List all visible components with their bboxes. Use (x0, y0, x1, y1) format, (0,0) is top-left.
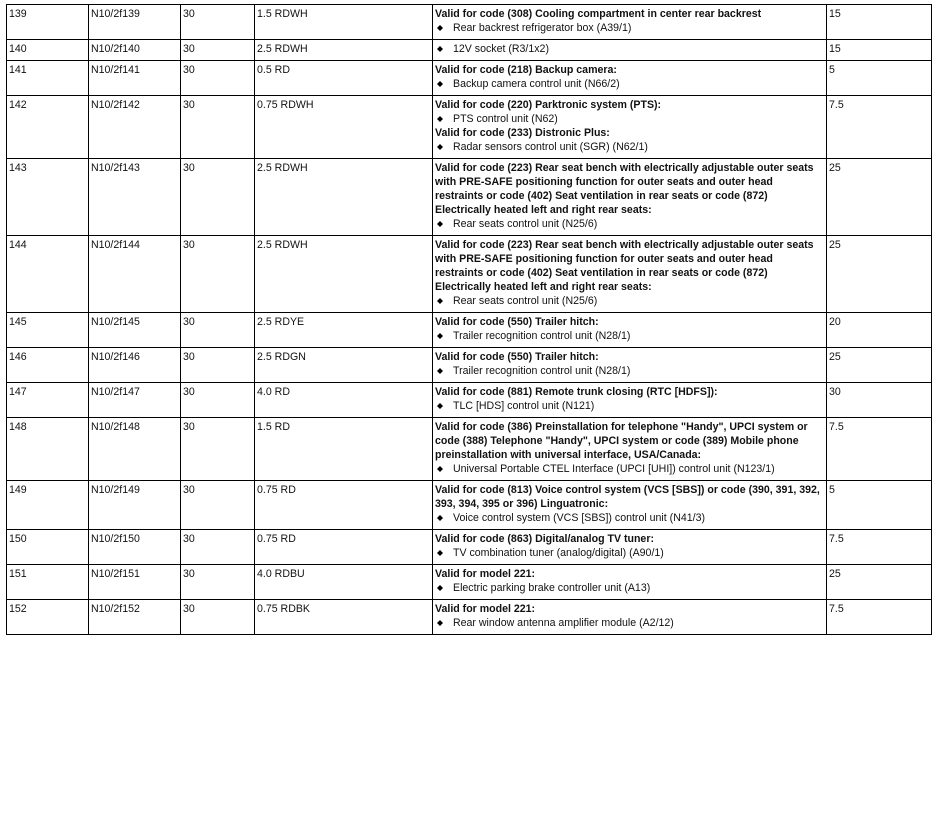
consumer-description-cell (433, 481, 827, 530)
validity-condition: Valid for model 221: (435, 568, 536, 580)
consumer-item-text: 12V socket (R3/1x2) (453, 43, 549, 55)
fuse-location-cell: N10/2f141 (89, 61, 181, 96)
validity-condition: Valid for code (550) Trailer hitch: (435, 351, 599, 363)
consumer-item-text: Universal Portable CTEL Interface (UPCI [UHI]) control unit (N123/1) (453, 463, 775, 475)
fuse-rating-cell: 25 (827, 565, 932, 600)
condition-group (435, 532, 824, 560)
fuse-number-cell: 150 (7, 530, 89, 565)
wire-cell: 1.5 RDWH (255, 5, 433, 40)
table-row (7, 159, 932, 236)
condition-group (435, 315, 824, 343)
fuse-rating-cell: 5 (827, 481, 932, 530)
fuse-table-body (7, 5, 932, 635)
consumer-item-text: Trailer recognition control unit (N28/1) (453, 365, 631, 377)
consumer-description-cell (433, 61, 827, 96)
table-row (7, 600, 932, 635)
wire-cell: 4.0 RD (255, 383, 433, 418)
consumer-description-cell (433, 313, 827, 348)
condition-group (435, 350, 824, 378)
fuse-location-cell: N10/2f143 (89, 159, 181, 236)
table-row (7, 313, 932, 348)
validity-condition: Valid for code (881) Remote trunk closing (RTC [HDFS]): (435, 386, 718, 398)
fuse-location-cell: N10/2f148 (89, 418, 181, 481)
terminal-cell: 30 (181, 565, 255, 600)
consumer-item (435, 546, 824, 560)
fuse-location-cell: N10/2f144 (89, 236, 181, 313)
consumer-item-text: Backup camera control unit (N66/2) (453, 78, 620, 90)
terminal-cell: 30 (181, 481, 255, 530)
consumer-item-text: TV combination tuner (analog/digital) (A90/1) (453, 547, 664, 559)
consumer-description-cell (433, 236, 827, 313)
fuse-location-cell: N10/2f146 (89, 348, 181, 383)
consumer-description-cell (433, 530, 827, 565)
condition-group (435, 7, 824, 35)
fuse-rating-cell: 25 (827, 348, 932, 383)
fuse-location-cell: N10/2f145 (89, 313, 181, 348)
consumer-item-text: Radar sensors control unit (SGR) (N62/1) (453, 141, 648, 153)
diamond-bullet-icon (437, 403, 443, 409)
fuse-location-cell: N10/2f151 (89, 565, 181, 600)
fuse-number-cell: 145 (7, 313, 89, 348)
fuse-rating-cell: 15 (827, 5, 932, 40)
fuse-number-cell: 151 (7, 565, 89, 600)
table-row (7, 418, 932, 481)
wire-cell: 0.5 RD (255, 61, 433, 96)
condition-group (435, 161, 824, 231)
consumer-description-cell (433, 600, 827, 635)
condition-group (435, 420, 824, 476)
validity-condition: Valid for code (863) Digital/analog TV tuner: (435, 533, 654, 545)
terminal-cell: 30 (181, 383, 255, 418)
consumer-item-text: Rear seats control unit (N25/6) (453, 295, 598, 307)
diamond-bullet-icon (437, 550, 443, 556)
terminal-cell: 30 (181, 236, 255, 313)
wire-cell: 0.75 RDBK (255, 600, 433, 635)
diamond-bullet-icon (437, 333, 443, 339)
terminal-cell: 30 (181, 40, 255, 61)
diamond-bullet-icon (437, 221, 443, 227)
consumer-item-text: Electric parking brake controller unit (A13) (453, 582, 651, 594)
consumer-item (435, 294, 824, 308)
consumer-item (435, 616, 824, 630)
condition-group (435, 483, 824, 525)
consumer-description-cell (433, 565, 827, 600)
fuse-number-cell: 152 (7, 600, 89, 635)
fuse-number-cell: 140 (7, 40, 89, 61)
consumer-item (435, 217, 824, 231)
diamond-bullet-icon (437, 46, 443, 52)
diamond-bullet-icon (437, 81, 443, 87)
consumer-description-cell (433, 348, 827, 383)
consumer-description-cell (433, 418, 827, 481)
fuse-number-cell: 147 (7, 383, 89, 418)
condition-group (435, 238, 824, 308)
validity-condition: Valid for code (550) Trailer hitch: (435, 316, 599, 328)
validity-condition: Valid for code (813) Voice control system (VCS [SBS]) or code (390, 391, 392, 393, 394, 395 or 396) Linguatronic: (435, 484, 820, 510)
consumer-description-cell (433, 40, 827, 61)
wire-cell: 2.5 RDGN (255, 348, 433, 383)
fuse-location-cell: N10/2f147 (89, 383, 181, 418)
validity-condition: Valid for code (220) Parktronic system (PTS): (435, 99, 662, 111)
fuse-location-cell: N10/2f139 (89, 5, 181, 40)
consumer-item-text: TLC [HDS] control unit (N121) (453, 400, 595, 412)
condition-group (435, 42, 824, 56)
fuse-allocation-table (6, 4, 932, 635)
wire-cell: 0.75 RD (255, 530, 433, 565)
terminal-cell: 30 (181, 600, 255, 635)
validity-condition: Valid for code (218) Backup camera: (435, 64, 617, 76)
validity-condition: Valid for code (223) Rear seat bench with electrically adjustable outer seats with PRE-SAFE positioning function for outer seats and outer head restraints or code (402) Seat ventilation in rear seats or code (872) Electrically heated left and right rear seats: (435, 162, 814, 216)
diamond-bullet-icon (437, 25, 443, 31)
consumer-item (435, 364, 824, 378)
validity-condition: Valid for code (233) Distronic Plus: (435, 127, 610, 139)
consumer-item (435, 140, 824, 154)
fuse-number-cell: 142 (7, 96, 89, 159)
consumer-description-cell (433, 159, 827, 236)
consumer-description-cell (433, 96, 827, 159)
wire-cell: 2.5 RDWH (255, 159, 433, 236)
consumer-item (435, 329, 824, 343)
condition-group (435, 567, 824, 595)
terminal-cell: 30 (181, 530, 255, 565)
fuse-number-cell: 143 (7, 159, 89, 236)
terminal-cell: 30 (181, 96, 255, 159)
terminal-cell: 30 (181, 418, 255, 481)
diamond-bullet-icon (437, 466, 443, 472)
validity-condition: Valid for code (386) Preinstallation for telephone "Handy", UPCI system or code (388) Telephone "Handy", UPCI system or code (389) Mobile phone preinstallation with universal interface, USA/Canada: (435, 421, 808, 461)
fuse-location-cell: N10/2f150 (89, 530, 181, 565)
diamond-bullet-icon (437, 116, 443, 122)
fuse-rating-cell: 15 (827, 40, 932, 61)
fuse-rating-cell: 7.5 (827, 418, 932, 481)
consumer-item-text: Rear window antenna amplifier module (A2/12) (453, 617, 674, 629)
wire-cell: 0.75 RDWH (255, 96, 433, 159)
diamond-bullet-icon (437, 620, 443, 626)
fuse-rating-cell: 25 (827, 236, 932, 313)
fuse-number-cell: 139 (7, 5, 89, 40)
validity-condition: Valid for model 221: (435, 603, 536, 615)
consumer-item (435, 112, 824, 126)
wire-cell: 2.5 RDWH (255, 236, 433, 313)
diamond-bullet-icon (437, 515, 443, 521)
consumer-item (435, 77, 824, 91)
fuse-rating-cell: 7.5 (827, 600, 932, 635)
table-row (7, 40, 932, 61)
table-row (7, 96, 932, 159)
condition-group (435, 126, 824, 154)
consumer-item-text: Voice control system (VCS [SBS]) control unit (N41/3) (453, 512, 705, 524)
fuse-rating-cell: 30 (827, 383, 932, 418)
consumer-item-text: Trailer recognition control unit (N28/1) (453, 330, 631, 342)
fuse-number-cell: 149 (7, 481, 89, 530)
fuse-number-cell: 144 (7, 236, 89, 313)
fuse-location-cell: N10/2f149 (89, 481, 181, 530)
consumer-item-text: Rear backrest refrigerator box (A39/1) (453, 22, 632, 34)
wire-cell: 2.5 RDYE (255, 313, 433, 348)
consumer-item-text: Rear seats control unit (N25/6) (453, 218, 598, 230)
table-row (7, 481, 932, 530)
consumer-item (435, 21, 824, 35)
table-row (7, 61, 932, 96)
fuse-location-cell: N10/2f152 (89, 600, 181, 635)
terminal-cell: 30 (181, 5, 255, 40)
terminal-cell: 30 (181, 159, 255, 236)
wire-cell: 0.75 RD (255, 481, 433, 530)
diamond-bullet-icon (437, 144, 443, 150)
condition-group (435, 63, 824, 91)
condition-group (435, 602, 824, 630)
fuse-number-cell: 146 (7, 348, 89, 383)
consumer-item-text: PTS control unit (N62) (453, 113, 558, 125)
diamond-bullet-icon (437, 368, 443, 374)
table-row (7, 348, 932, 383)
table-row (7, 5, 932, 40)
fuse-rating-cell: 20 (827, 313, 932, 348)
table-row (7, 530, 932, 565)
diamond-bullet-icon (437, 298, 443, 304)
fuse-rating-cell: 7.5 (827, 96, 932, 159)
table-row (7, 383, 932, 418)
condition-group (435, 98, 824, 126)
fuse-location-cell: N10/2f142 (89, 96, 181, 159)
terminal-cell: 30 (181, 313, 255, 348)
fuse-number-cell: 141 (7, 61, 89, 96)
validity-condition: Valid for code (223) Rear seat bench with electrically adjustable outer seats with PRE-SAFE positioning function for outer seats and outer head restraints or code (402) Seat ventilation in rear seats or code (872) Electrically heated left and right rear seats: (435, 239, 814, 293)
diamond-bullet-icon (437, 585, 443, 591)
fuse-rating-cell: 7.5 (827, 530, 932, 565)
terminal-cell: 30 (181, 348, 255, 383)
terminal-cell: 30 (181, 61, 255, 96)
fuse-rating-cell: 5 (827, 61, 932, 96)
table-row (7, 236, 932, 313)
table-row (7, 565, 932, 600)
fuse-number-cell: 148 (7, 418, 89, 481)
consumer-description-cell (433, 5, 827, 40)
consumer-item (435, 42, 824, 56)
consumer-description-cell (433, 383, 827, 418)
fuse-location-cell: N10/2f140 (89, 40, 181, 61)
wire-cell: 2.5 RDWH (255, 40, 433, 61)
wire-cell: 1.5 RD (255, 418, 433, 481)
consumer-item (435, 581, 824, 595)
wire-cell: 4.0 RDBU (255, 565, 433, 600)
condition-group (435, 385, 824, 413)
validity-condition: Valid for code (308) Cooling compartment in center rear backrest (435, 8, 762, 20)
consumer-item (435, 462, 824, 476)
consumer-item (435, 399, 824, 413)
fuse-rating-cell: 25 (827, 159, 932, 236)
consumer-item (435, 511, 824, 525)
